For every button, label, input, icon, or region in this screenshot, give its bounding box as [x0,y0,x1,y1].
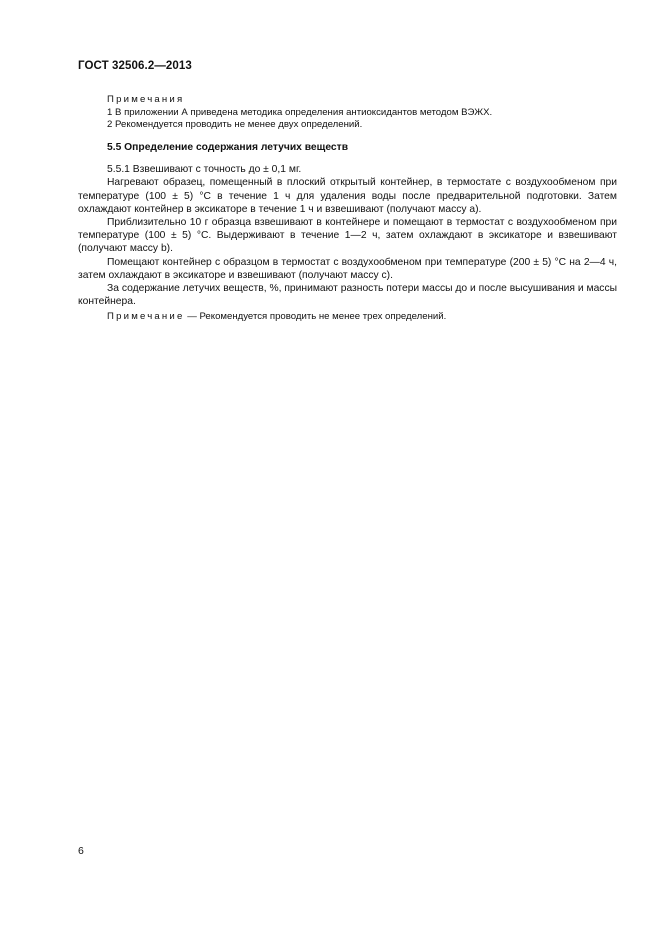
paragraph-result: За содержание летучих веществ, %, принимают разность потери массы до и после высушивания и массы контейнера. [78,283,617,308]
note-item-1: 1 В приложении А приведена методика определения антиоксидантов методом ВЭЖХ. [107,106,493,118]
final-note-text: — Рекомендуется проводить не менее трех определений. [184,311,447,322]
paragraph-heat-200: Помещают контейнер с образцом в термостат с воздухообменом при температуре (200 ± 5) °С на 2—4 ч, затем охлаждают в эксикаторе и взвешивают (получают массу c). [78,256,617,281]
notes-block [107,94,617,132]
section-heading: 5.5 Определение содержания летучих веществ [107,142,349,153]
note-item-2: 2 Рекомендуется проводить не менее двух определений. [107,119,363,130]
document-code-header: ГОСТ 32506.2—2013 [78,60,192,72]
final-note-label: Примечание [107,311,185,322]
page-number: 6 [78,845,84,857]
notes-title: Примечания [107,94,185,105]
section-5-5 [78,141,617,308]
paragraph-weigh-sample: Приблизительно 10 г образца взвешивают в контейнере и помещают в термостат с воздухообменом при температуре (100 ± 5) °С. Выдерживают в течение 1—2 ч, затем охлаждают в эксикаторе и взвешивают (получают массу b). [78,217,617,255]
final-note [107,311,446,324]
paragraph-5-5-1: 5.5.1 Взвешивают с точность до ± 0,1 мг. [107,164,302,176]
paragraph-heating-container: Нагревают образец, помещенный в плоский открытый контейнер, в термостате с воздухообменом при температуре (100 ± 5) °С в течение 1 ч для удаления воды после предварительной подготовки. Затем охлаждают контейнер в эксикаторе в течение 1 ч и взвешивают (получают массу a). [78,177,617,215]
